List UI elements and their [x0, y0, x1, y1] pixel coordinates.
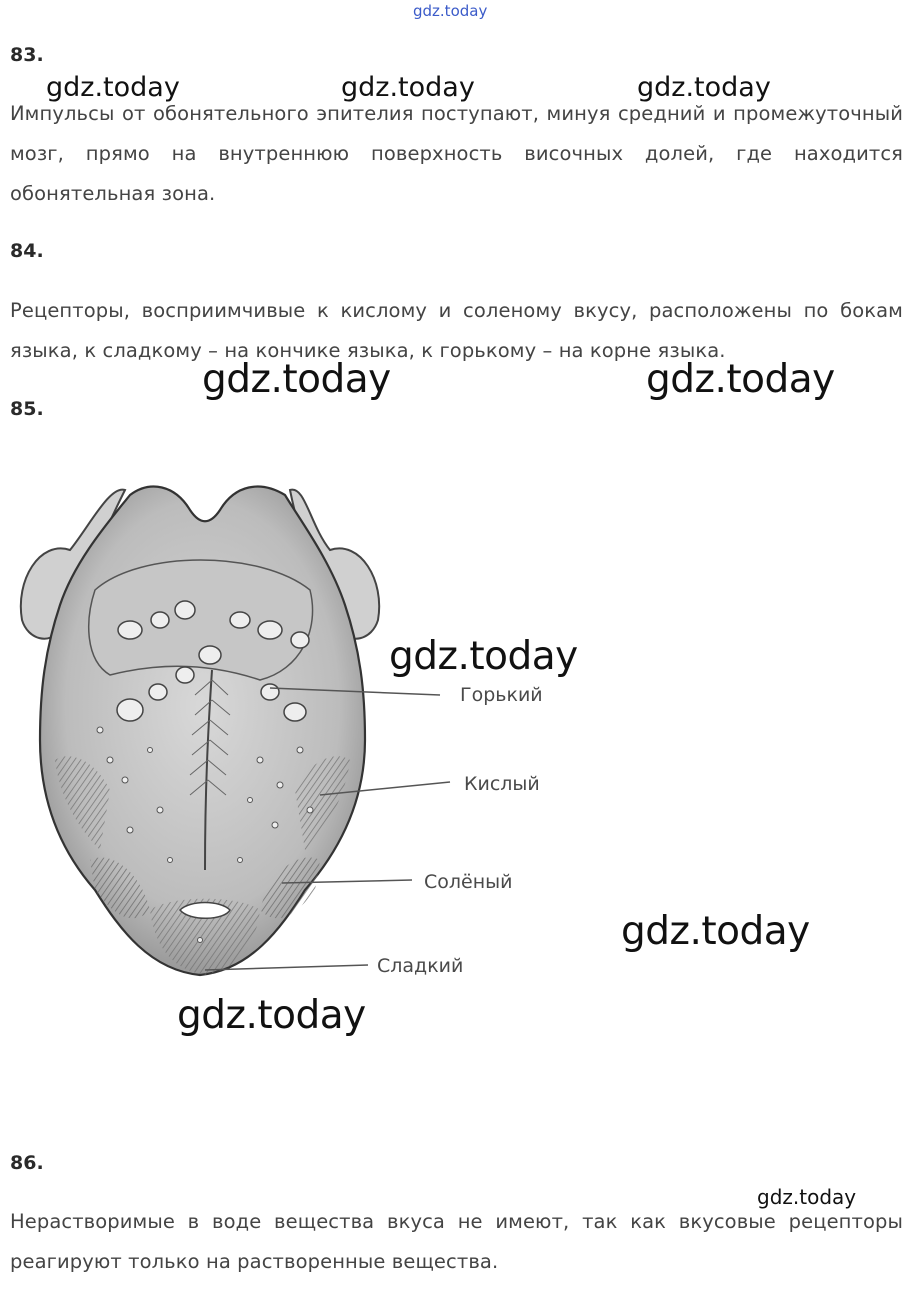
- label-sweet: Сладкий: [377, 955, 464, 977]
- watermark-top: gdz.today: [413, 2, 488, 20]
- section-86-text: Нерастворимые в воде вещества вкуса не имеют, так как вкусовые рецепторы реагируют только на растворенные вещества.: [10, 1210, 903, 1273]
- watermark: gdz.today: [46, 72, 180, 103]
- section-84-number: 84.: [10, 240, 44, 262]
- section-84-text: Рецепторы, восприимчивые к кислому и соленому вкусу, расположены по бокам языка, к сладкому – на кончике языка, к горькому – на корне языка.: [10, 299, 903, 362]
- tongue-shape: [21, 487, 379, 975]
- watermark: gdz.today: [177, 993, 366, 1038]
- section-86-number: 86.: [10, 1152, 44, 1174]
- section-83-text: Импульсы от обонятельного эпителия поступают, минуя средний и промежуточный мозг, прямо на внутреннюю поверхность височных долей, где находится обонятельная зона.: [10, 102, 903, 205]
- section-83-number: 83.: [10, 44, 44, 66]
- label-salty: Солёный: [424, 871, 513, 893]
- watermark: gdz.today: [202, 357, 391, 402]
- watermark: gdz.today: [757, 1185, 857, 1209]
- label-bitter: Горький: [460, 684, 543, 706]
- watermark: gdz.today: [646, 357, 835, 402]
- watermark: gdz.today: [637, 72, 771, 103]
- label-sour: Кислый: [464, 773, 540, 795]
- watermark: gdz.today: [389, 634, 578, 679]
- watermark: gdz.today: [621, 909, 810, 954]
- watermark: gdz.today: [341, 72, 475, 103]
- section-85-number: 85.: [10, 398, 44, 420]
